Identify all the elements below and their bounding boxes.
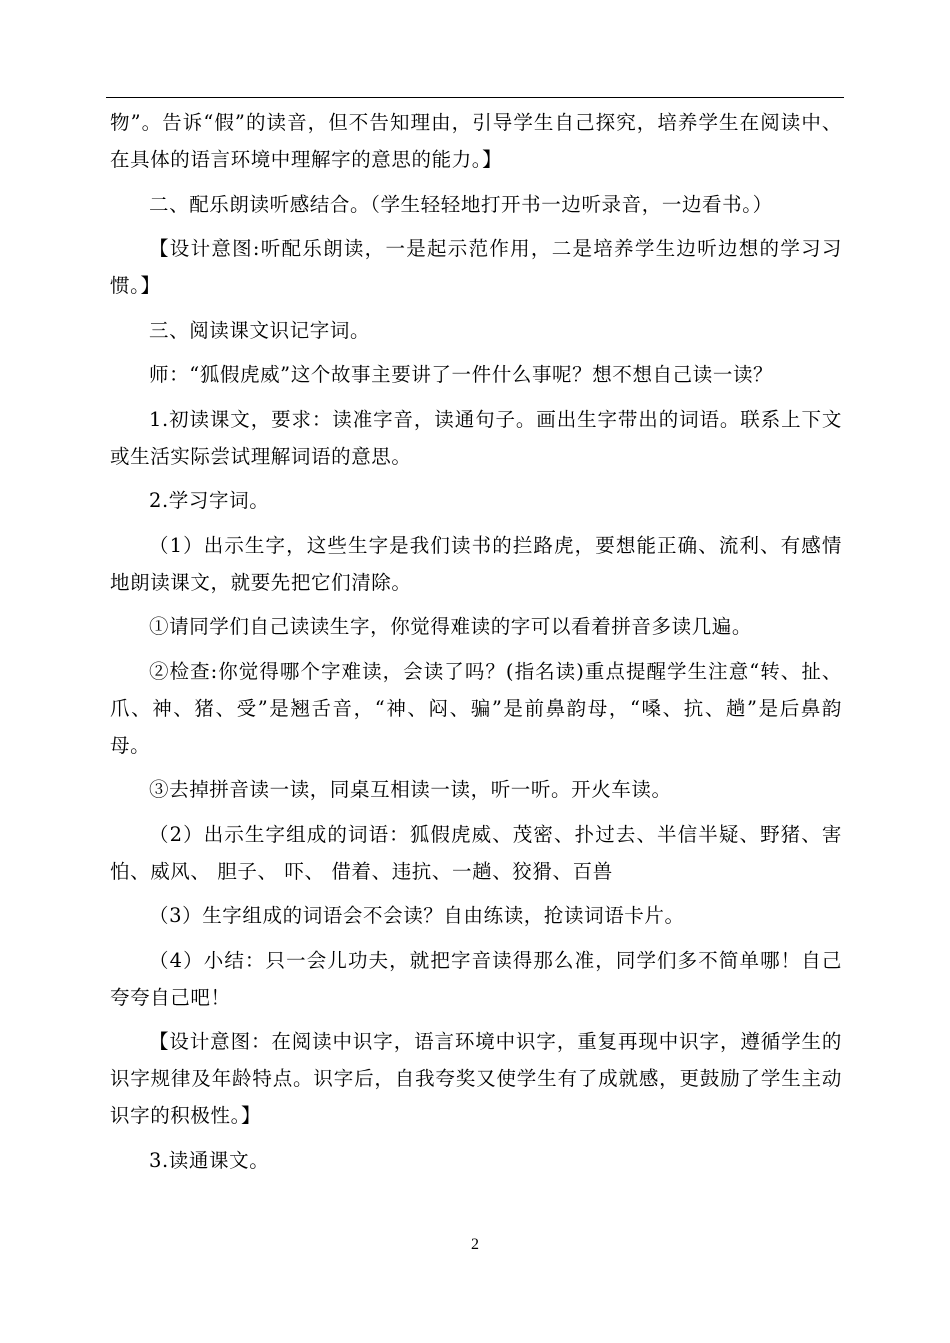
substep-read-without-pinyin: ③去掉拼音读一读，同桌互相读一读，听一听。开火车读。 xyxy=(149,778,672,801)
step-learn-words: 2.学习字词。 xyxy=(149,489,270,512)
substep-summary: （4）小结：只一会儿功夫，就把字音读得那么准，同学们多不简单哪！自己夸夸自己吧！ xyxy=(110,948,842,1009)
substep-show-characters: （1）出示生字，这些生字是我们读书的拦路虎，要想能正确、流利、有感情地朗读课文，就要先把它们清除。 xyxy=(110,533,842,594)
section-heading-three: 三、阅读课文识记字词。 xyxy=(149,318,371,342)
design-intent-note: 【设计意图:听配乐朗读，一是起示范作用，二是培养学生边听边想的学习习惯。】 xyxy=(110,237,842,297)
step-first-reading: 1.初读课文，要求：读准字音，读通句子。画出生字带出的词语。联系上下文或生活实际尝试理解词语的意思。 xyxy=(110,407,842,468)
substep-check-pronunciation: ②检查:你觉得哪个字难读，会读了吗？(指名读)重点提醒学生注意“转、扯、爪、神、猪、受”是翘舌音，“神、闷、骗”是前鼻韵母，“嗓、抗、趟”是后鼻韵母。 xyxy=(110,659,842,757)
section-heading-two: 二、配乐朗读听感结合。（学生轻轻地打开书一边听录音，一边看书。） xyxy=(149,192,773,216)
teacher-question: 师：“狐假虎威”这个故事主要讲了一件什么事呢？想不想自己读一读？ xyxy=(149,363,774,386)
step-read-through: 3.读通课文。 xyxy=(149,1148,270,1172)
page-number: 2 xyxy=(471,1236,479,1253)
substep-practice-words: （3）生字组成的词语会不会读？自由练读，抢读词语卡片。 xyxy=(149,904,685,927)
paragraph-continuation: 物”。告诉“假”的读音，但不告知理由，引导学生自己探究，培养学生在阅读中、在具体的语言环境中理解字的意思的能力。】 xyxy=(110,111,842,171)
substep-show-words: （2）出示生字组成的词语：狐假虎威、茂密、扑过去、半信半疑、野猪、害怕、威风、 胆子、 吓、 借着、违抗、一趟、狡猾、百兽 xyxy=(110,822,842,883)
header-rule xyxy=(106,97,844,98)
substep-read-characters: ①请同学们自己读读生字，你觉得难读的字可以看着拼音多读几遍。 xyxy=(149,615,753,638)
document-body xyxy=(110,104,842,1179)
design-intent-literacy: 【设计意图：在阅读中识字，语言环境中识字，重复再现中识字，遵循学生的识字规律及年龄特点。识字后，自我夸奖又使学生有了成就感，更鼓励了学生主动识字的积极性。】 xyxy=(110,1030,842,1127)
